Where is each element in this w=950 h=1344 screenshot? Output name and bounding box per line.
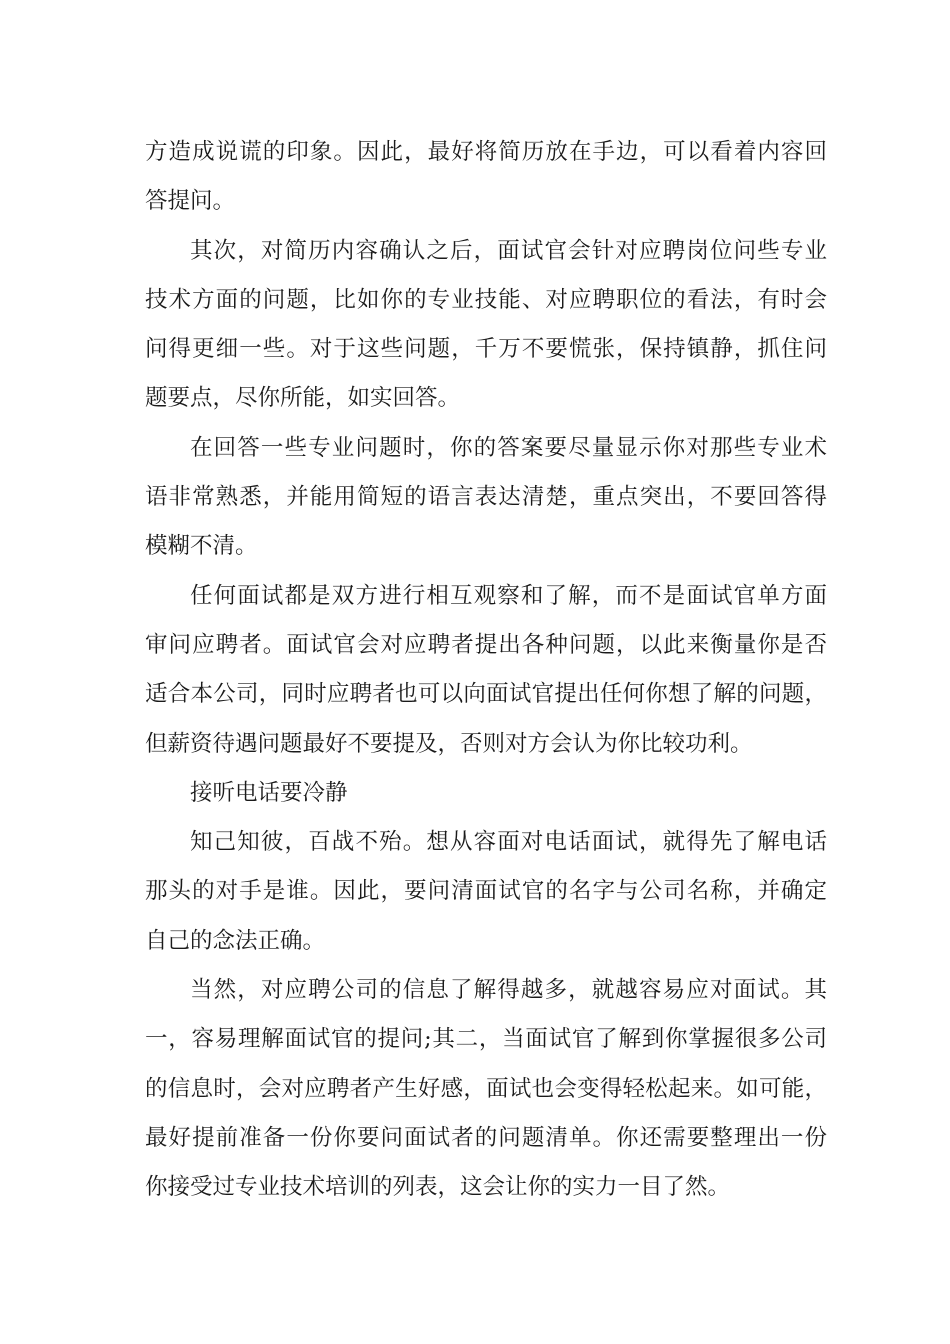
- text-line: 在回答一些专业问题时，你的答案要尽量显示你对那些专业术: [190, 434, 827, 461]
- text-line: 技术方面的问题，比如你的专业技能、对应聘职位的看法，有时会: [145, 286, 827, 313]
- section-heading: [145, 769, 827, 818]
- text-line: 最好提前准备一份你要问面试者的问题清单。你还需要整理出一份: [145, 1124, 827, 1151]
- text-line: 方造成说谎的印象。因此，最好将简历放在手边，可以看着内容回: [145, 139, 827, 165]
- paragraph: [145, 818, 827, 966]
- text-line: 模糊不清。: [145, 533, 258, 560]
- heading-text: 接听电话要冷静: [190, 779, 348, 806]
- text-line: 那头的对手是谁。因此，要问清面试官的名字与公司名称，并确定: [145, 878, 827, 905]
- text-line: 答提问。: [145, 188, 236, 215]
- text-line: 你接受过专业技术培训的列表，这会让你的实力一目了然。: [145, 1174, 731, 1201]
- document-body: [145, 128, 827, 1213]
- text-line: 语非常熟悉，并能用简短的语言表达清楚，重点突出，不要回答得: [145, 484, 827, 511]
- text-line: 任何面试都是双方进行相互观察和了解，而不是面试官单方面: [190, 582, 827, 609]
- paragraph: [145, 128, 827, 227]
- paragraph: [145, 966, 827, 1212]
- text-line: 问得更细一些。对于这些问题，千万不要慌张，保持镇静，抓住问: [145, 336, 827, 363]
- paragraph: [145, 572, 827, 769]
- paragraph: [145, 227, 827, 424]
- text-line: 题要点，尽你所能，如实回答。: [145, 385, 461, 412]
- text-line: 其次，对简历内容确认之后，面试官会针对应聘岗位问些专业: [190, 237, 827, 264]
- text-line: 知己知彼，百战不殆。想从容面对电话面试，就得先了解电话: [190, 829, 827, 856]
- text-line: 一，容易理解面试官的提问;其二，当面试官了解到你掌握很多公司: [145, 1026, 827, 1053]
- text-line: 自己的念法正确。: [145, 927, 326, 954]
- paragraph: [145, 424, 827, 572]
- text-line: 但薪资待遇问题最好不要提及，否则对方会认为你比较功利。: [145, 730, 753, 757]
- text-line: 当然，对应聘公司的信息了解得越多，就越容易应对面试。其: [190, 977, 827, 1004]
- text-line: 适合本公司，同时应聘者也可以向面试官提出任何你想了解的问题，: [145, 681, 827, 708]
- text-line: 审问应聘者。面试官会对应聘者提出各种问题，以此来衡量你是否: [145, 631, 827, 658]
- text-line: 的信息时，会对应聘者产生好感，面试也会变得轻松起来。如可能，: [145, 1075, 827, 1102]
